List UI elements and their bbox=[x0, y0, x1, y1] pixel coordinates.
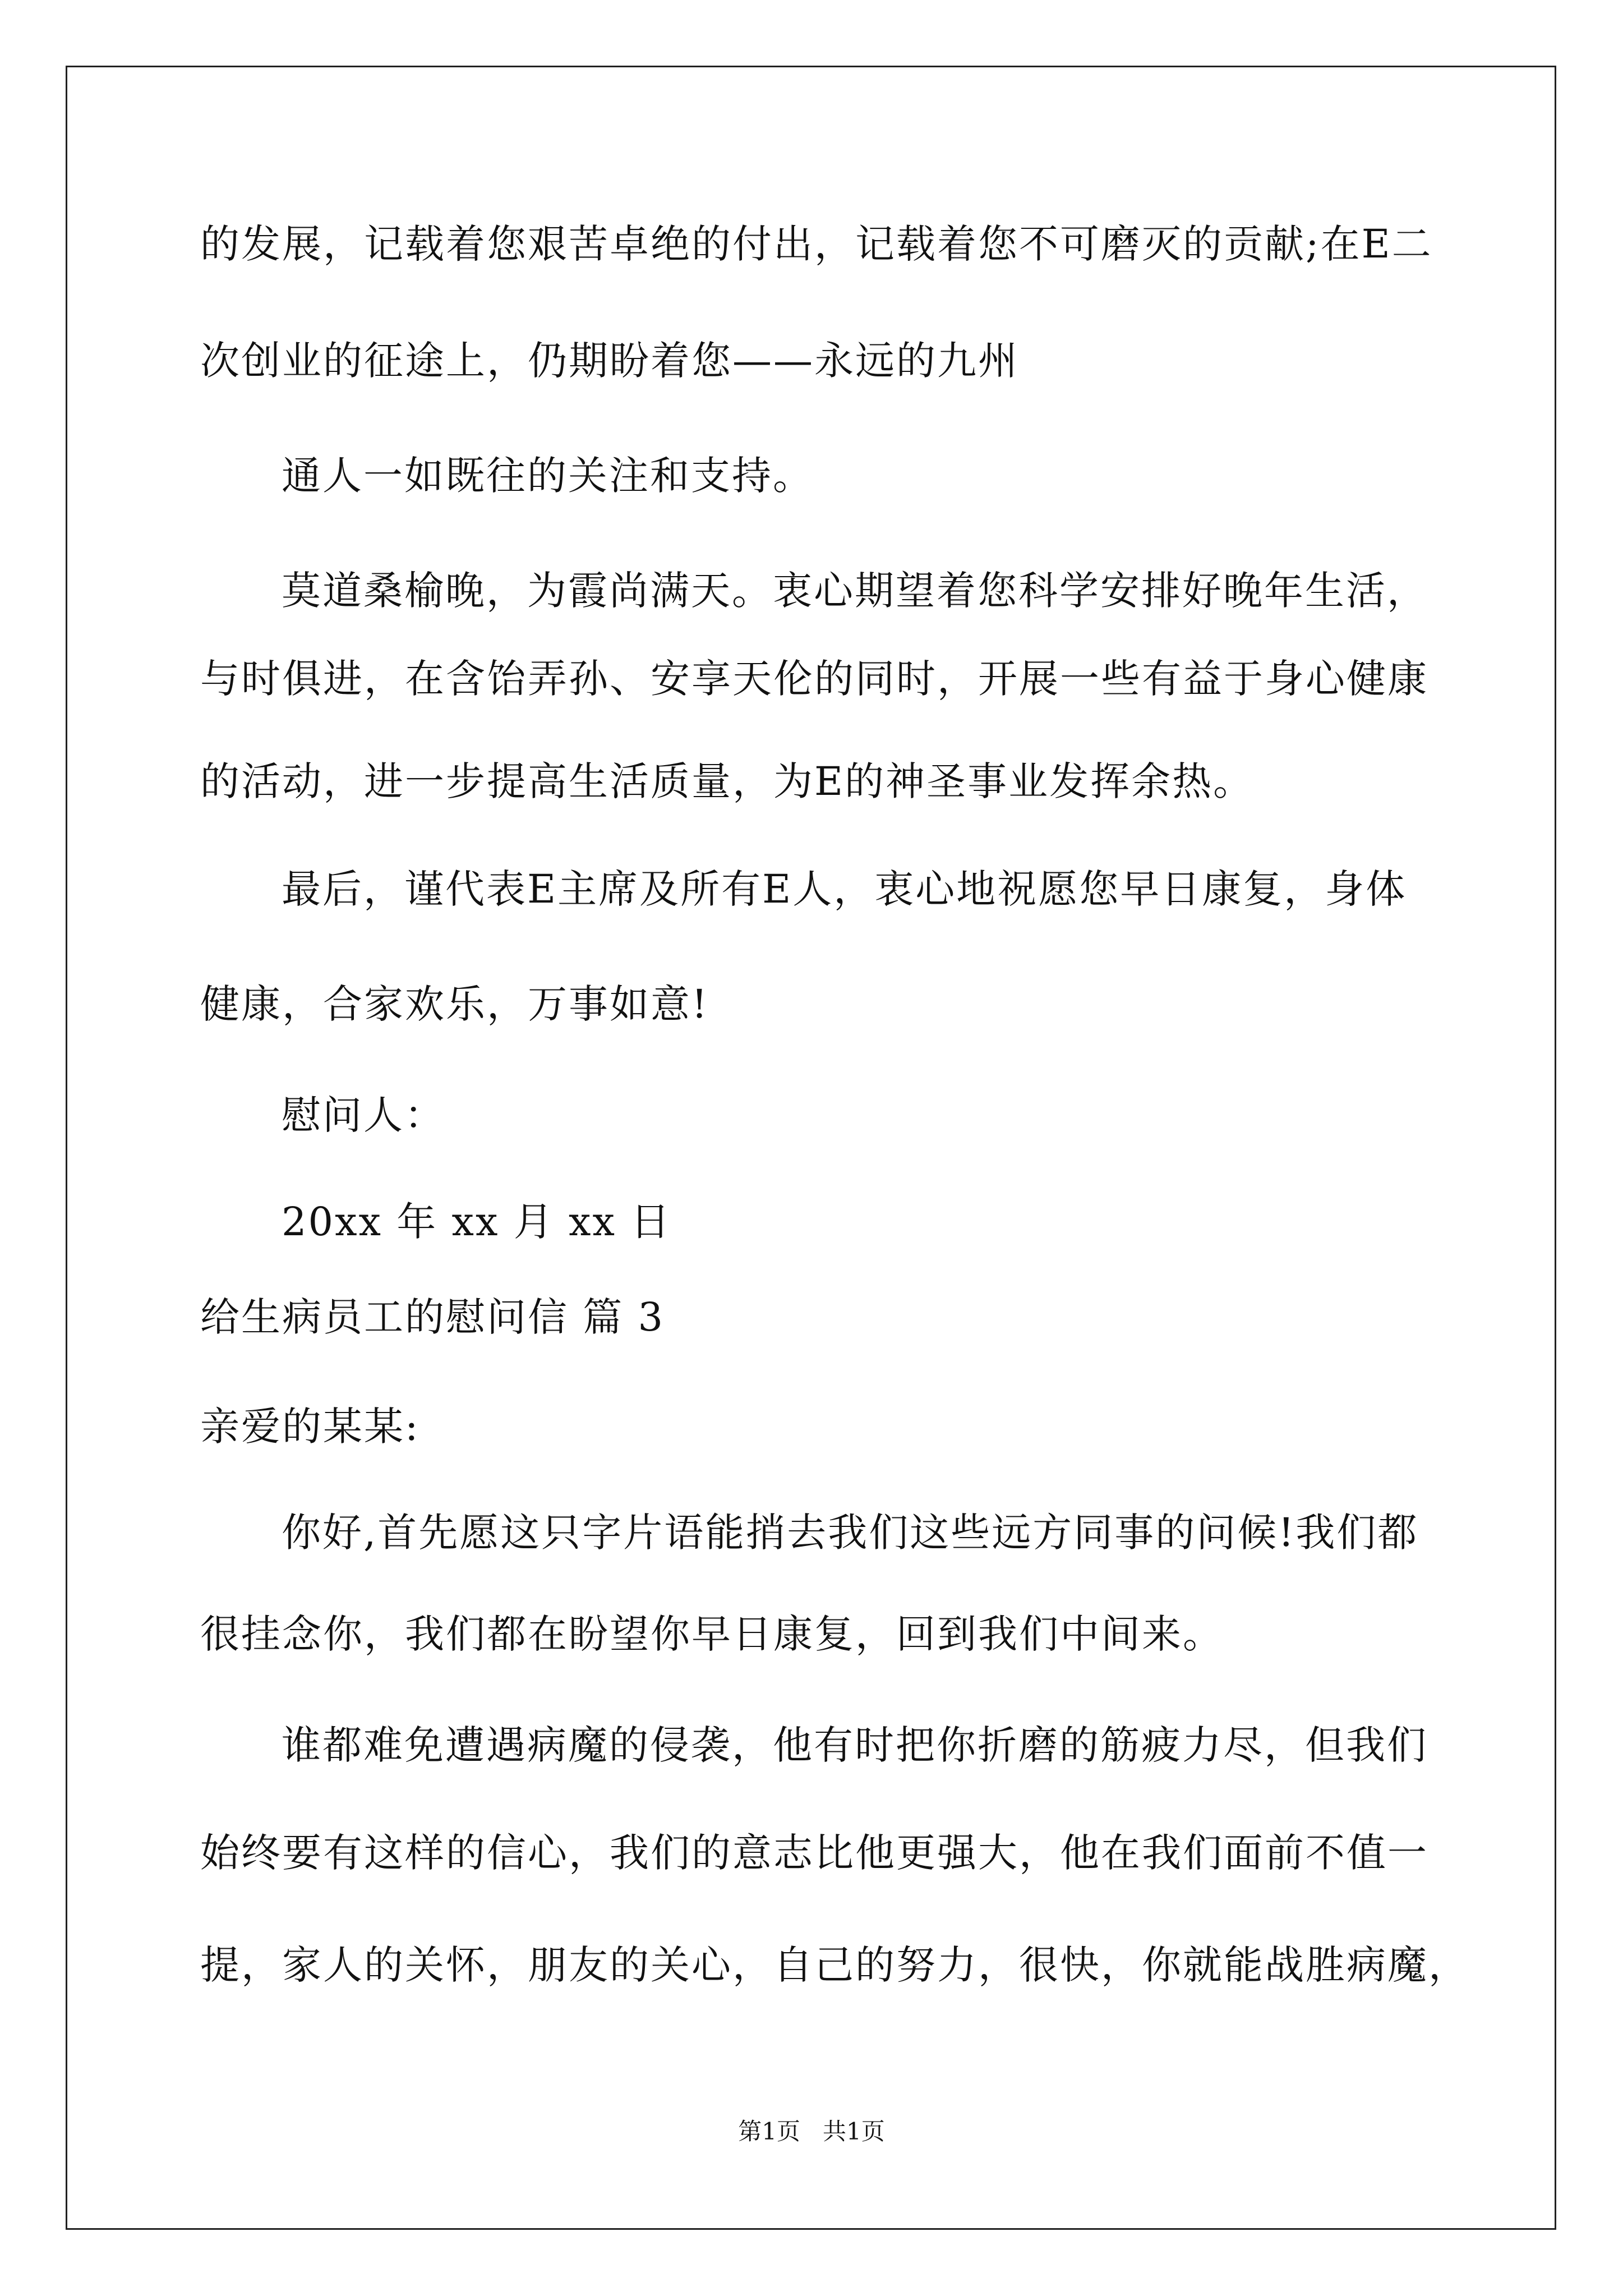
body-line: 次创业的征途上，仍期盼着您——永远的九州 bbox=[200, 338, 1019, 384]
body-line: 与时俱进，在含饴弄孙、安享天伦的同时，开展一些有益于身心健康 bbox=[200, 656, 1428, 702]
body-line: 最后，谨代表E主席及所有E人，衷心地祝愿您早日康复，身体 bbox=[282, 866, 1407, 912]
body-line: 健康，合家欢乐，万事如意! bbox=[200, 981, 709, 1027]
body-line: 通人一如既往的关注和支持。 bbox=[282, 453, 814, 499]
salutation: 亲爱的某某: bbox=[200, 1404, 420, 1450]
date-line: 20xx 年 xx 月 xx 日 bbox=[282, 1199, 672, 1245]
body-line: 的发展，记载着您艰苦卓绝的付出，记载着您不可磨灭的贡献;在E二 bbox=[200, 221, 1433, 267]
body-line: 提，家人的关怀，朋友的关心，自己的努力，很快，你就能战胜病魔， bbox=[200, 1942, 1469, 1988]
page-number: 第1页 共1页 bbox=[738, 2118, 885, 2145]
body-line: 你好,首先愿这只字片语能捎去我们这些远方同事的问候!我们都 bbox=[282, 1510, 1419, 1556]
signature-label: 慰问人： bbox=[282, 1092, 445, 1138]
body-line: 的活动，进一步提高生活质量，为E的神圣事业发挥余热。 bbox=[200, 758, 1255, 804]
body-line: 莫道桑榆晚，为霞尚满天。衷心期望着您科学安排好晚年生活， bbox=[282, 568, 1428, 614]
body-line: 很挂念你，我们都在盼望你早日康复，回到我们中间来。 bbox=[200, 1611, 1224, 1657]
page-border bbox=[66, 66, 1556, 2230]
body-line: 始终要有这样的信心，我们的意志比他更强大，他在我们面前不值一 bbox=[200, 1830, 1428, 1876]
section-heading: 给生病员工的慰问信 篇 3 bbox=[200, 1294, 665, 1340]
body-line: 谁都难免遭遇病魔的侵袭，他有时把你折磨的筋疲力尽，但我们 bbox=[282, 1722, 1428, 1768]
